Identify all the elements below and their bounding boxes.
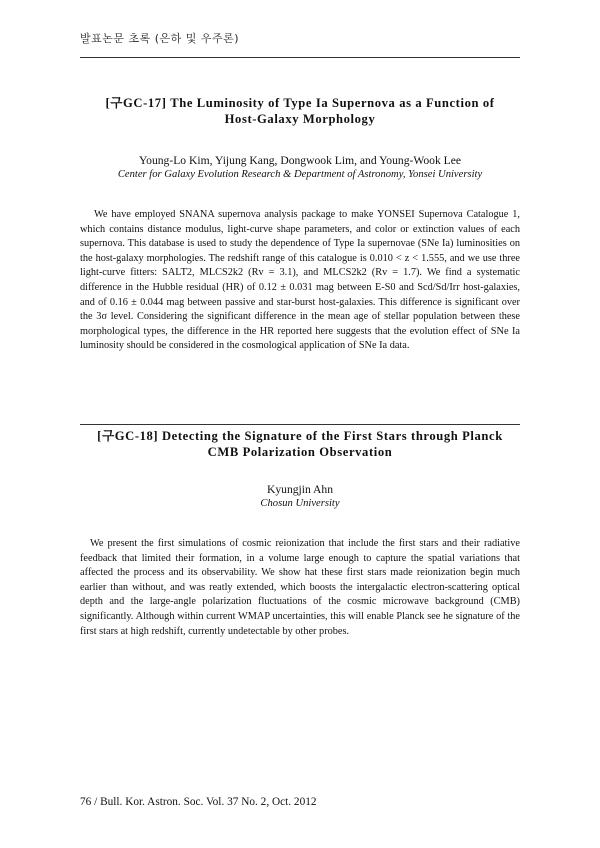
abstract-title — [80, 429, 520, 460]
page-footer: 76 / Bull. Kor. Astron. Soc. Vol. 37 No. 2, Oct. 2012 — [80, 796, 317, 808]
abstract-body: We present the first simulations of cosmic reionization that include the first stars and their radiative feedback that limited their formation, in a volume large enough to capture the spatial variations that affected the process and its observability. We show hat these first stars made reionization begin much earlier than without, and was reatly extended, which boosts the intergalactic electron-scattering optical depth and the large-angle polarization fluctuations of the cosmic microwave background (CMB) significantly. Although within current WMAP uncertainties, this will enable Planck see he signature of the first stars at high redshift, currently undetectable by other probes. — [80, 538, 520, 637]
abstract-gc18 — [80, 424, 520, 649]
abstract-title — [80, 96, 520, 127]
abstract-title-line1: [구GC-17] The Luminosity of Type Ia Supernova as a Function of — [105, 96, 495, 110]
header-rule — [80, 57, 520, 58]
abstract-authors: Kyungjin Ahn — [266, 483, 334, 496]
abstract-gc17 — [80, 96, 520, 364]
abstract-affiliation: Center for Galaxy Evolution Research & Department of Astronomy, Yonsei University — [117, 169, 483, 180]
abstract-title-line2: Host-Galaxy Morphology — [224, 111, 376, 126]
abstract-title-line2: CMB Polarization Observation — [207, 444, 393, 459]
running-header: 발표논문 초록 (은하 및 우주론) — [80, 32, 240, 45]
abstract-body: We have employed SNANA supernova analysis package to make YONSEI Supernova Catalogue 1, which contains distance modulus, light-curve shape parameters, and color or extinction values of each supernova. This database is used to study the dependence of Type Ia supernovae (SNe Ia) luminosities on the host-galaxy morphologies. The redshift range of this catalogue is 0.010 < z < 1.555, and we use three light-curve fitters: SALT2, MLCS2k2 (Rv = 3.1), and MLCS2k2 (Rv = 1.7). We find a systematic difference in the Hubble residual (HR) of 0.12 ± 0.031 mag between E-S0 and Scd/Sd/Irr host-galaxies, and of 0.16 ± 0.044 mag between passive and star-burst host-galaxies. This difference is significant over the 3σ level. Considering the significant difference in the mean age of stellar population between these morphological types, the difference in the HR reported here suggests that the evolution effect of SNe Ia luminosity should be considered in the cosmological application of SNe Ia data. — [80, 209, 520, 352]
abstract-divider — [80, 424, 520, 425]
abstract-authors: Young-Lo Kim, Yijung Kang, Dongwook Lim, and Young-Wook Lee — [138, 154, 462, 167]
abstract-title-line1: [구GC-18] Detecting the Signature of the First Stars through Planck — [97, 429, 503, 443]
abstract-affiliation: Chosun University — [260, 498, 340, 509]
